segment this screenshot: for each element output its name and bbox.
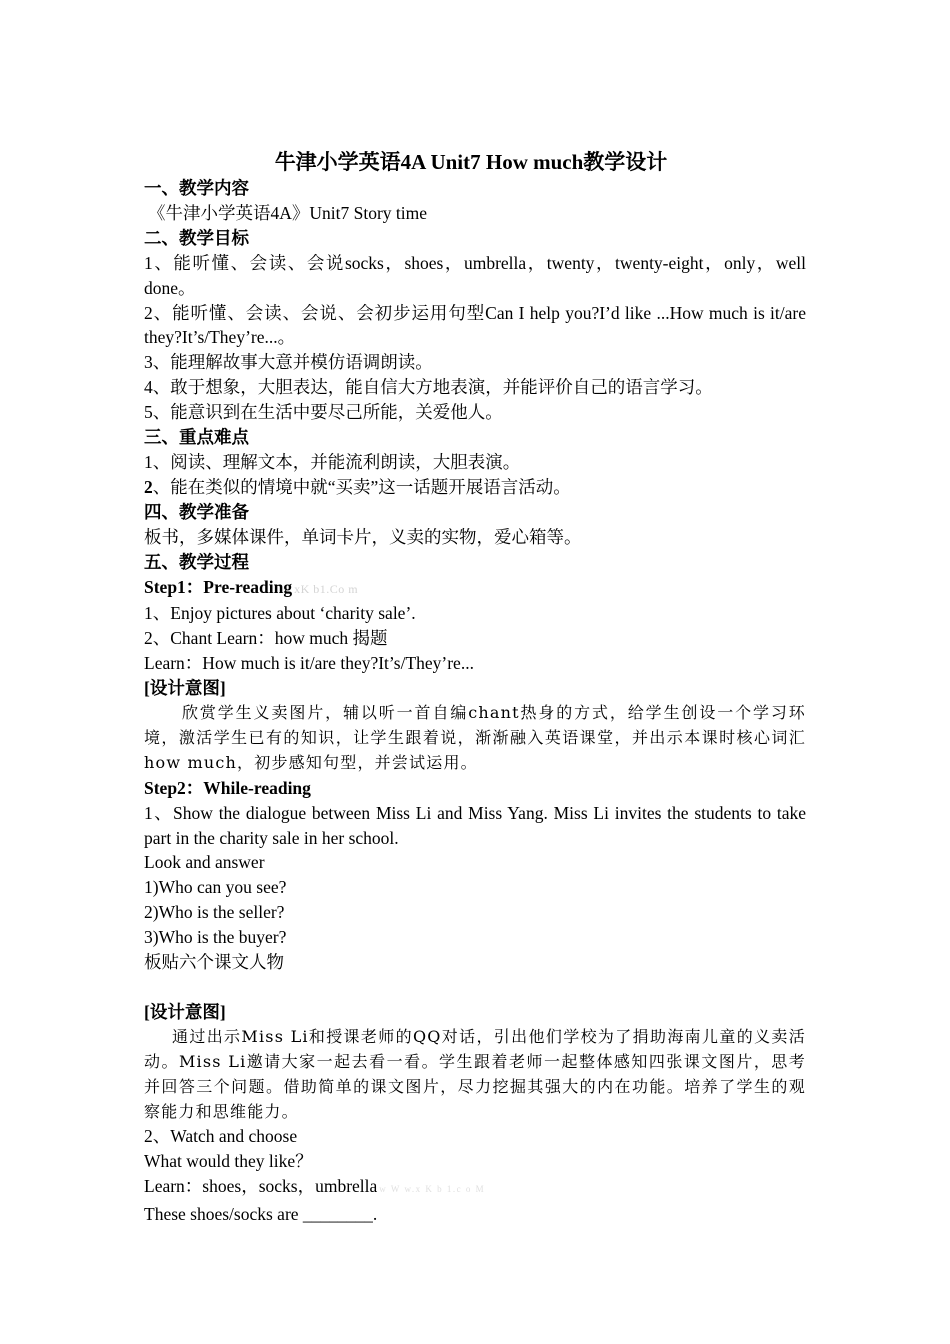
key-point-2-number: 2 bbox=[144, 476, 153, 497]
preparation-text: 板书，多媒体课件，单词卡片，义卖的实物，爱心箱等。 bbox=[144, 526, 582, 547]
step1-line-1: 1、Enjoy pictures about ‘charity sale’. bbox=[144, 603, 416, 624]
design-intent-label-2: [设计意图] bbox=[144, 1001, 226, 1022]
goal-item-4: 4、敢于想象，大胆表达，能自信大方地表演，并能评价自己的语言学习。 bbox=[144, 377, 713, 398]
goal-item-1: 1、能听懂、会读、会说socks，shoes，umbrella，twenty，twenty-eight，only，well done。 bbox=[144, 252, 806, 298]
document-title: 牛津小学英语4A Unit7 How much教学设计 bbox=[274, 150, 668, 174]
goal-item-5: 5、能意识到在生活中要尽己所能，关爱他人。 bbox=[144, 402, 503, 423]
section-heading-preparation: 四、教学准备 bbox=[144, 501, 249, 522]
learn-line bbox=[144, 1174, 806, 1202]
watermark-text-1: xK b1.Co m bbox=[294, 581, 359, 596]
section-heading-key-points: 三、重点难点 bbox=[144, 427, 249, 448]
key-point-1: 1、阅读、理解文本，并能流利朗读，大胆表演。 bbox=[144, 451, 521, 472]
step2-heading: Step2：While-reading bbox=[144, 777, 311, 798]
content-text: 《牛津小学英语4A》Unit7 Story time bbox=[148, 202, 428, 223]
goal-item-2: 2、能听懂、会读、会说、会初步运用句型Can I help you?I’d like ...How much is it/are they?It’s/They’re...。 bbox=[144, 302, 806, 348]
step2-line-2: 1)Who can you see? bbox=[144, 877, 287, 898]
section-heading-process: 五、教学过程 bbox=[144, 551, 249, 572]
section-heading-goals: 二、教学目标 bbox=[144, 227, 249, 248]
fill-in-line: These shoes/socks are ________. bbox=[144, 1204, 378, 1225]
step1-heading-line bbox=[144, 575, 806, 602]
question-line: What would they like？ bbox=[144, 1151, 313, 1172]
document-body bbox=[144, 148, 806, 1227]
step2-line-1: Look and answer bbox=[144, 852, 265, 873]
goal-item-3: 3、能理解故事大意并模仿语调朗读。 bbox=[144, 352, 433, 373]
step2-line-5: 板贴六个课文人物 bbox=[144, 952, 284, 973]
step1-line-3: Learn：How much is it/are they?It’s/They’re... bbox=[144, 653, 474, 674]
design-intent-label-1: [设计意图] bbox=[144, 678, 226, 699]
key-point-2 bbox=[144, 475, 806, 500]
step2-item-2: 2、Watch and choose bbox=[144, 1126, 298, 1147]
watermark-text-2: w W w.x K b 1.c o M bbox=[379, 1184, 486, 1195]
design-intent-text-1: 欣赏学生义卖图片，辅以听一首自编chant热身的方式，给学生创设一个学习环境，激活学生已有的知识，让学生跟着说，渐渐融入英语课堂，并出示本课时核心词汇how much，初步感知句型，并尝试运用。 bbox=[144, 703, 806, 772]
step1-heading: Step1：Pre-reading bbox=[144, 576, 293, 597]
key-point-2-text: 、能在类似的情境中就“买卖”这一话题开展语言活动。 bbox=[152, 476, 571, 497]
step2-line-3: 2)Who is the seller? bbox=[144, 902, 285, 923]
learn-text: Learn：shoes，socks，umbrella bbox=[144, 1176, 378, 1197]
section-heading-content: 一、教学内容 bbox=[144, 178, 249, 198]
step1-line-2: 2、Chant Learn：how much 揭题 bbox=[144, 628, 388, 649]
design-intent-text-2: 通过出示Miss Li和授课老师的QQ对话，引出他们学校为了捐助海南儿童的义卖活动。Miss Li邀请大家一起去看一看。学生跟着老师一起整体感知四张课文图片，思考并回答三个问题。借助简单的课文图片，尽力挖掘其强大的内在功能。培养了学生的观察能力和思维能力。 bbox=[144, 1026, 806, 1121]
step2-line-4: 3)Who is the buyer? bbox=[144, 927, 287, 948]
step2-item-1: 1、Show the dialogue between Miss Li and Miss Yang. Miss Li invites the students to take part in the charity sale in her school. bbox=[144, 802, 806, 848]
blank-line bbox=[144, 975, 806, 1000]
